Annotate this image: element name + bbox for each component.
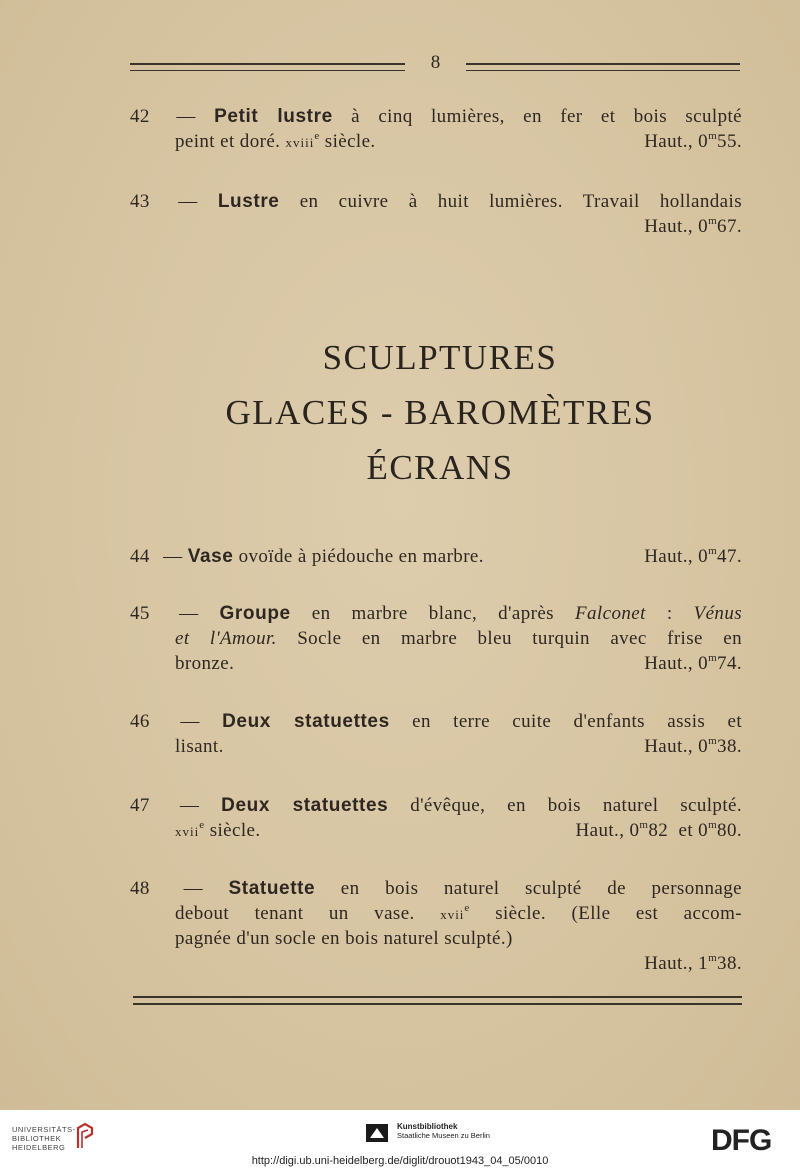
source-url[interactable]: http://digi.ub.uni-heidelberg.de/diglit/drouot1943_04_05/0010 xyxy=(251,1155,549,1167)
lot-description: peint et doré. xyxy=(175,131,281,152)
colon: : xyxy=(666,603,673,624)
century: xvii xyxy=(175,824,200,839)
entry-line xyxy=(130,129,742,154)
entry-line xyxy=(130,734,742,759)
dash: — xyxy=(179,603,199,624)
lot-description: Socle en marbre bleu turquin avec frise en xyxy=(297,628,742,649)
dash: — xyxy=(180,711,200,732)
lot-title: Deux statuettes xyxy=(222,711,390,732)
kunstbibliothek-name: Kunstbibliothek Staatliche Museen zu Berlin xyxy=(397,1122,490,1140)
lot-title: Lustre xyxy=(217,191,280,212)
entry-line xyxy=(130,626,742,651)
dimension: Haut., 0$^m$67. xyxy=(644,214,742,237)
lot-description: siècle. xyxy=(324,131,376,152)
lot-description: en bois naturel sculpté de personnage xyxy=(340,878,742,899)
lot-number: 47 xyxy=(130,795,150,816)
lot-title: Groupe xyxy=(219,603,291,624)
catalog-entry-42 xyxy=(130,104,742,154)
catalog-entry-46 xyxy=(130,709,742,759)
dimension: Haut., 0$^m$82 et 0$^m$80. xyxy=(575,818,742,841)
dimension: Haut., 0$^m$74. xyxy=(644,651,742,674)
entry-line xyxy=(130,876,742,901)
catalog-entry-45 xyxy=(130,601,742,676)
header-rule-left xyxy=(130,63,405,71)
lot-description: lisant. xyxy=(175,736,224,757)
section-heading-line-1: SCULPTURES xyxy=(322,338,558,377)
section-heading-line-2: GLACES - BAROMÈTRES xyxy=(225,393,655,432)
catalog-entry-44 xyxy=(130,544,742,569)
entry-line xyxy=(130,951,742,976)
lot-description: à cinq lumières, en fer et bois sculpté xyxy=(351,106,743,127)
page-number: 8 xyxy=(430,52,441,73)
entry-line xyxy=(130,901,742,926)
lot-number: 43 xyxy=(130,191,150,212)
entry-line xyxy=(130,926,742,951)
dash: — xyxy=(163,546,183,567)
catalog-entry-47 xyxy=(130,793,742,843)
superscript: e xyxy=(314,129,320,142)
entry-line xyxy=(130,818,742,843)
entry-line xyxy=(130,793,742,818)
century: xviii xyxy=(285,135,315,150)
dimension: Haut., 0$^m$47. xyxy=(644,544,742,567)
lot-description: bronze. xyxy=(175,653,235,674)
university-library-name: UNIVERSITÄTS- BIBLIOTHEK HEIDELBERG xyxy=(12,1125,76,1152)
dash: — xyxy=(178,191,198,212)
lot-description: siècle. (Elle est accom- xyxy=(495,903,742,924)
lot-description: en terre cuite d'enfants assis et xyxy=(412,711,743,732)
lot-description: siècle. xyxy=(209,820,261,841)
dimension: Haut., 0$^m$55. xyxy=(644,129,742,152)
lot-number: 45 xyxy=(130,603,150,624)
footer-rule xyxy=(133,996,742,1005)
entry-line xyxy=(130,104,742,129)
dimension: Haut., 1$^m$38. xyxy=(644,951,742,974)
lot-description: en cuivre à huit lumières. Travail hollandais xyxy=(299,191,742,212)
entry-line xyxy=(130,189,742,214)
entry-line xyxy=(130,709,742,734)
lot-title: Petit lustre xyxy=(214,106,333,127)
lot-number: 48 xyxy=(130,878,150,899)
lot-description: pagnée d'un socle en bois naturel sculpté.) xyxy=(175,928,513,949)
lot-title: Vase xyxy=(187,546,234,567)
superscript: e xyxy=(199,818,205,831)
viewer-footer xyxy=(0,1110,800,1168)
entry-line xyxy=(130,601,742,626)
section-heading-line-3: ÉCRANS xyxy=(366,448,514,487)
work-title: et l'Amour. xyxy=(175,628,277,649)
dfg-logo: DFG xyxy=(711,1124,772,1157)
kunstbibliothek-logo-icon xyxy=(366,1122,390,1144)
entry-line xyxy=(130,544,742,569)
century: xvii xyxy=(440,907,465,922)
lot-description: ovoïde à piédouche en marbre. xyxy=(238,546,484,567)
lot-description: en marbre blanc, d'après xyxy=(311,603,554,624)
dash: — xyxy=(183,878,203,899)
heidelberg-logo-icon xyxy=(76,1122,94,1150)
lot-description: d'évêque, en bois naturel sculpté. xyxy=(410,795,742,816)
entry-line xyxy=(130,214,742,239)
work-title: Vénus xyxy=(693,603,743,624)
catalog-entry-48 xyxy=(130,876,742,976)
lot-number: 42 xyxy=(130,106,150,127)
lot-title: Deux statuettes xyxy=(221,795,389,816)
entry-line xyxy=(130,651,742,676)
dash: — xyxy=(179,795,200,816)
catalog-entry-43 xyxy=(130,189,742,239)
dimension: Haut., 0$^m$38. xyxy=(644,734,742,757)
artist-name: Falconet xyxy=(575,603,646,624)
lot-number: 44 xyxy=(130,546,150,567)
dash: — xyxy=(176,106,196,127)
lot-description: debout tenant un vase. xyxy=(175,903,415,924)
lot-number: 46 xyxy=(130,711,150,732)
lot-title: Statuette xyxy=(228,878,316,899)
superscript: e xyxy=(464,901,470,914)
header-rule-right xyxy=(466,63,740,71)
